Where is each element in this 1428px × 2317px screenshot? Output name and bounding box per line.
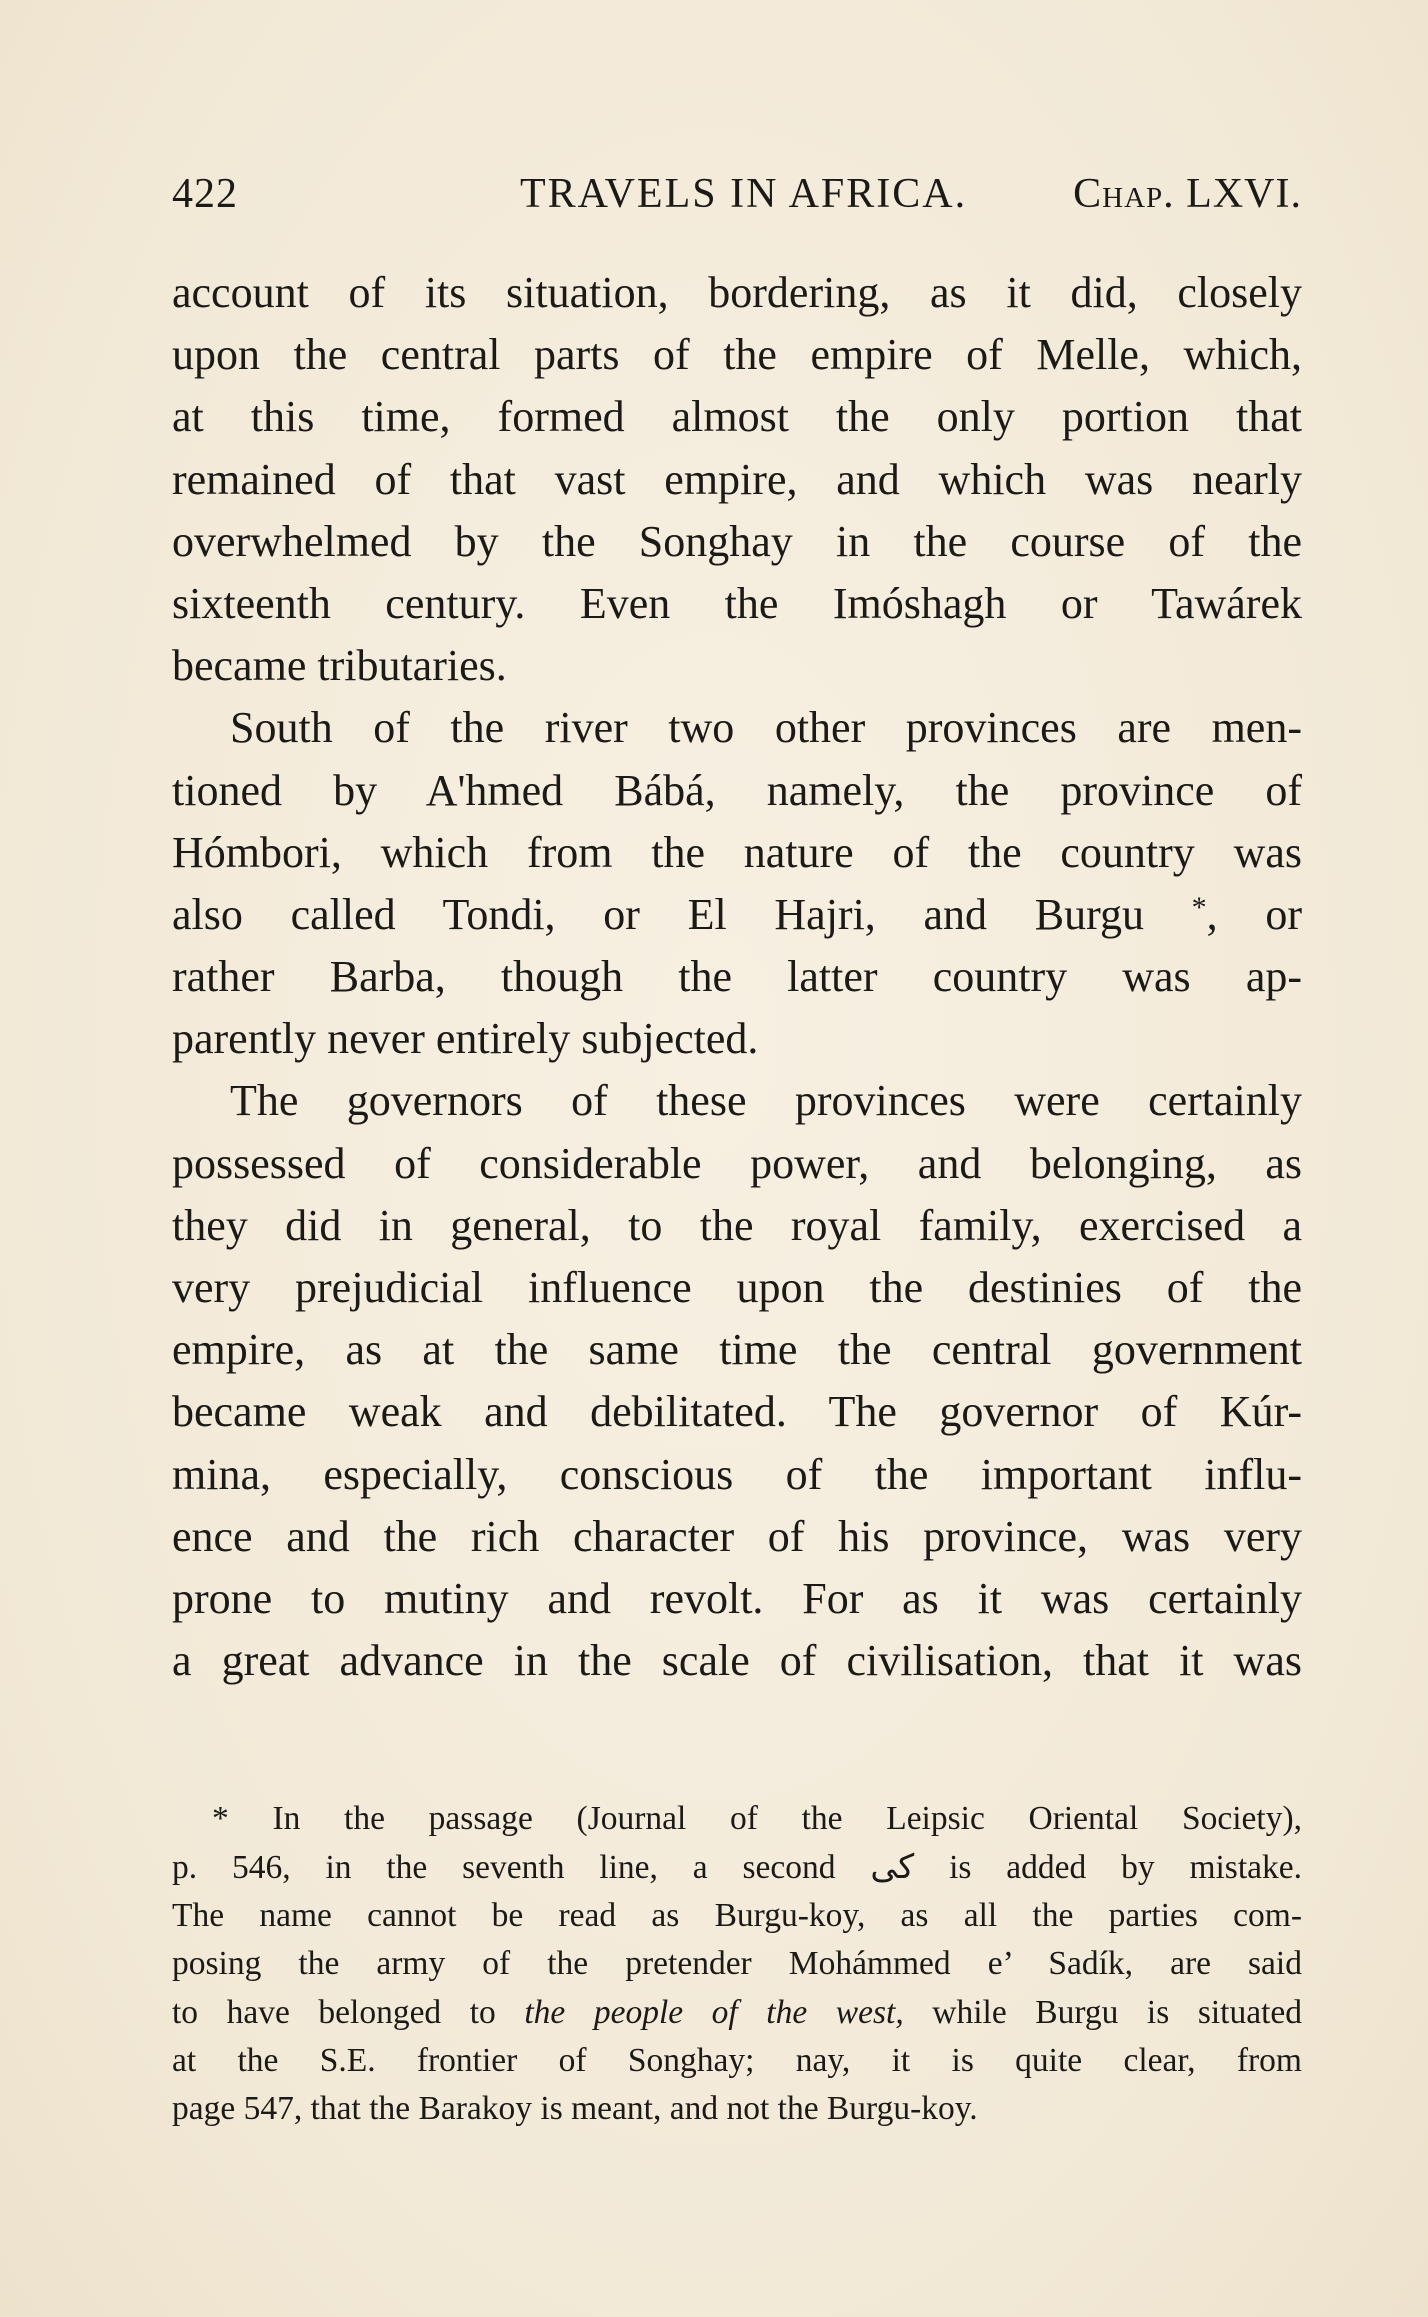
text-line: parently never entirely subjected. [172, 1014, 759, 1064]
text-line: The governors of these provinces were certainly [230, 1076, 1302, 1126]
running-head [172, 170, 1302, 230]
footnote-line: The name cannot be read as Burgu-koy, as all the parties com- [172, 1896, 1302, 1934]
text-line: account of its situation, bordering, as it did, closely [172, 268, 1302, 317]
footnote-line: page 547, that the Barakoy is meant, and not the Burgu-koy. [172, 2090, 978, 2128]
footnote-line: posing the army of the pretender Mohámmed e’ Sadík, are said [172, 1945, 1302, 1983]
text-line: very prejudicial influence upon the destinies of the [172, 1263, 1302, 1312]
text-line: became tributaries. [172, 641, 507, 691]
chapter-heading: Chap. LXVI. [1073, 171, 1302, 217]
book-title: TRAVELS IN AFRICA. [520, 171, 968, 217]
footnote-line: * In the passage (Journal of the Leipsic Oriental Society), [212, 1800, 1302, 1837]
text-line: mina, especially, conscious of the important influ- [172, 1449, 1302, 1499]
text-segment: also called Tondi, or El Hajri, and Burgu [172, 889, 1144, 939]
body-text [172, 262, 1302, 1692]
page-number: 422 [172, 171, 238, 217]
text-segment: is added by mistake. [949, 1849, 1302, 1887]
text-line: they did in general, to the royal family, exercised a [172, 1200, 1302, 1250]
text-line: South of the river two other provinces are men- [230, 703, 1302, 753]
text-line: tioned by A'hmed Bábá, namely, the province of [172, 765, 1302, 815]
text-segment: p. 546, in the seventh line, a second [172, 1849, 836, 1887]
text-line: rather Barba, though the latter country was ap- [172, 952, 1302, 1002]
text-line: overwhelmed by the Songhay in the course of the [172, 516, 1302, 566]
arabic-word: كى [870, 1847, 915, 1887]
text-segment: to have belonged to [172, 1993, 496, 2031]
text-line: Hómbori, which from the nature of the country was [172, 827, 1302, 877]
footnote-line [172, 1843, 1302, 1891]
text-line: at this time, formed almost the only portion that [172, 392, 1302, 442]
text-line: possessed of considerable power, and belonging, as [172, 1138, 1302, 1188]
text-line: upon the central parts of the empire of Melle, which, [172, 330, 1302, 380]
text-line: empire, as at the same time the central government [172, 1325, 1302, 1375]
text-line: remained of that vast empire, and which was nearly [172, 454, 1302, 504]
text-line: a great advance in the scale of civilisation, that it was [172, 1636, 1302, 1686]
text-line: ence and the rich character of his province, was very [172, 1511, 1302, 1561]
text-segment: while Burgu is situated [932, 1993, 1302, 2031]
text-line: prone to mutiny and revolt. For as it was certainly [172, 1573, 1302, 1623]
footnote-marker: * [1191, 890, 1207, 924]
footnote [172, 1795, 1302, 2134]
italic-text: the people of the west, [524, 1993, 904, 2031]
text-line: sixteenth century. Even the Imóshagh or Tawárek [172, 578, 1302, 628]
footnote-line [172, 1989, 1302, 2037]
text-segment: , or [1206, 889, 1302, 939]
text-line [172, 884, 1302, 946]
footnote-line: at the S.E. frontier of Songhay; nay, it is quite clear, from [172, 2041, 1302, 2079]
text-line: became weak and debilitated. The governor of Kúr- [172, 1387, 1302, 1437]
